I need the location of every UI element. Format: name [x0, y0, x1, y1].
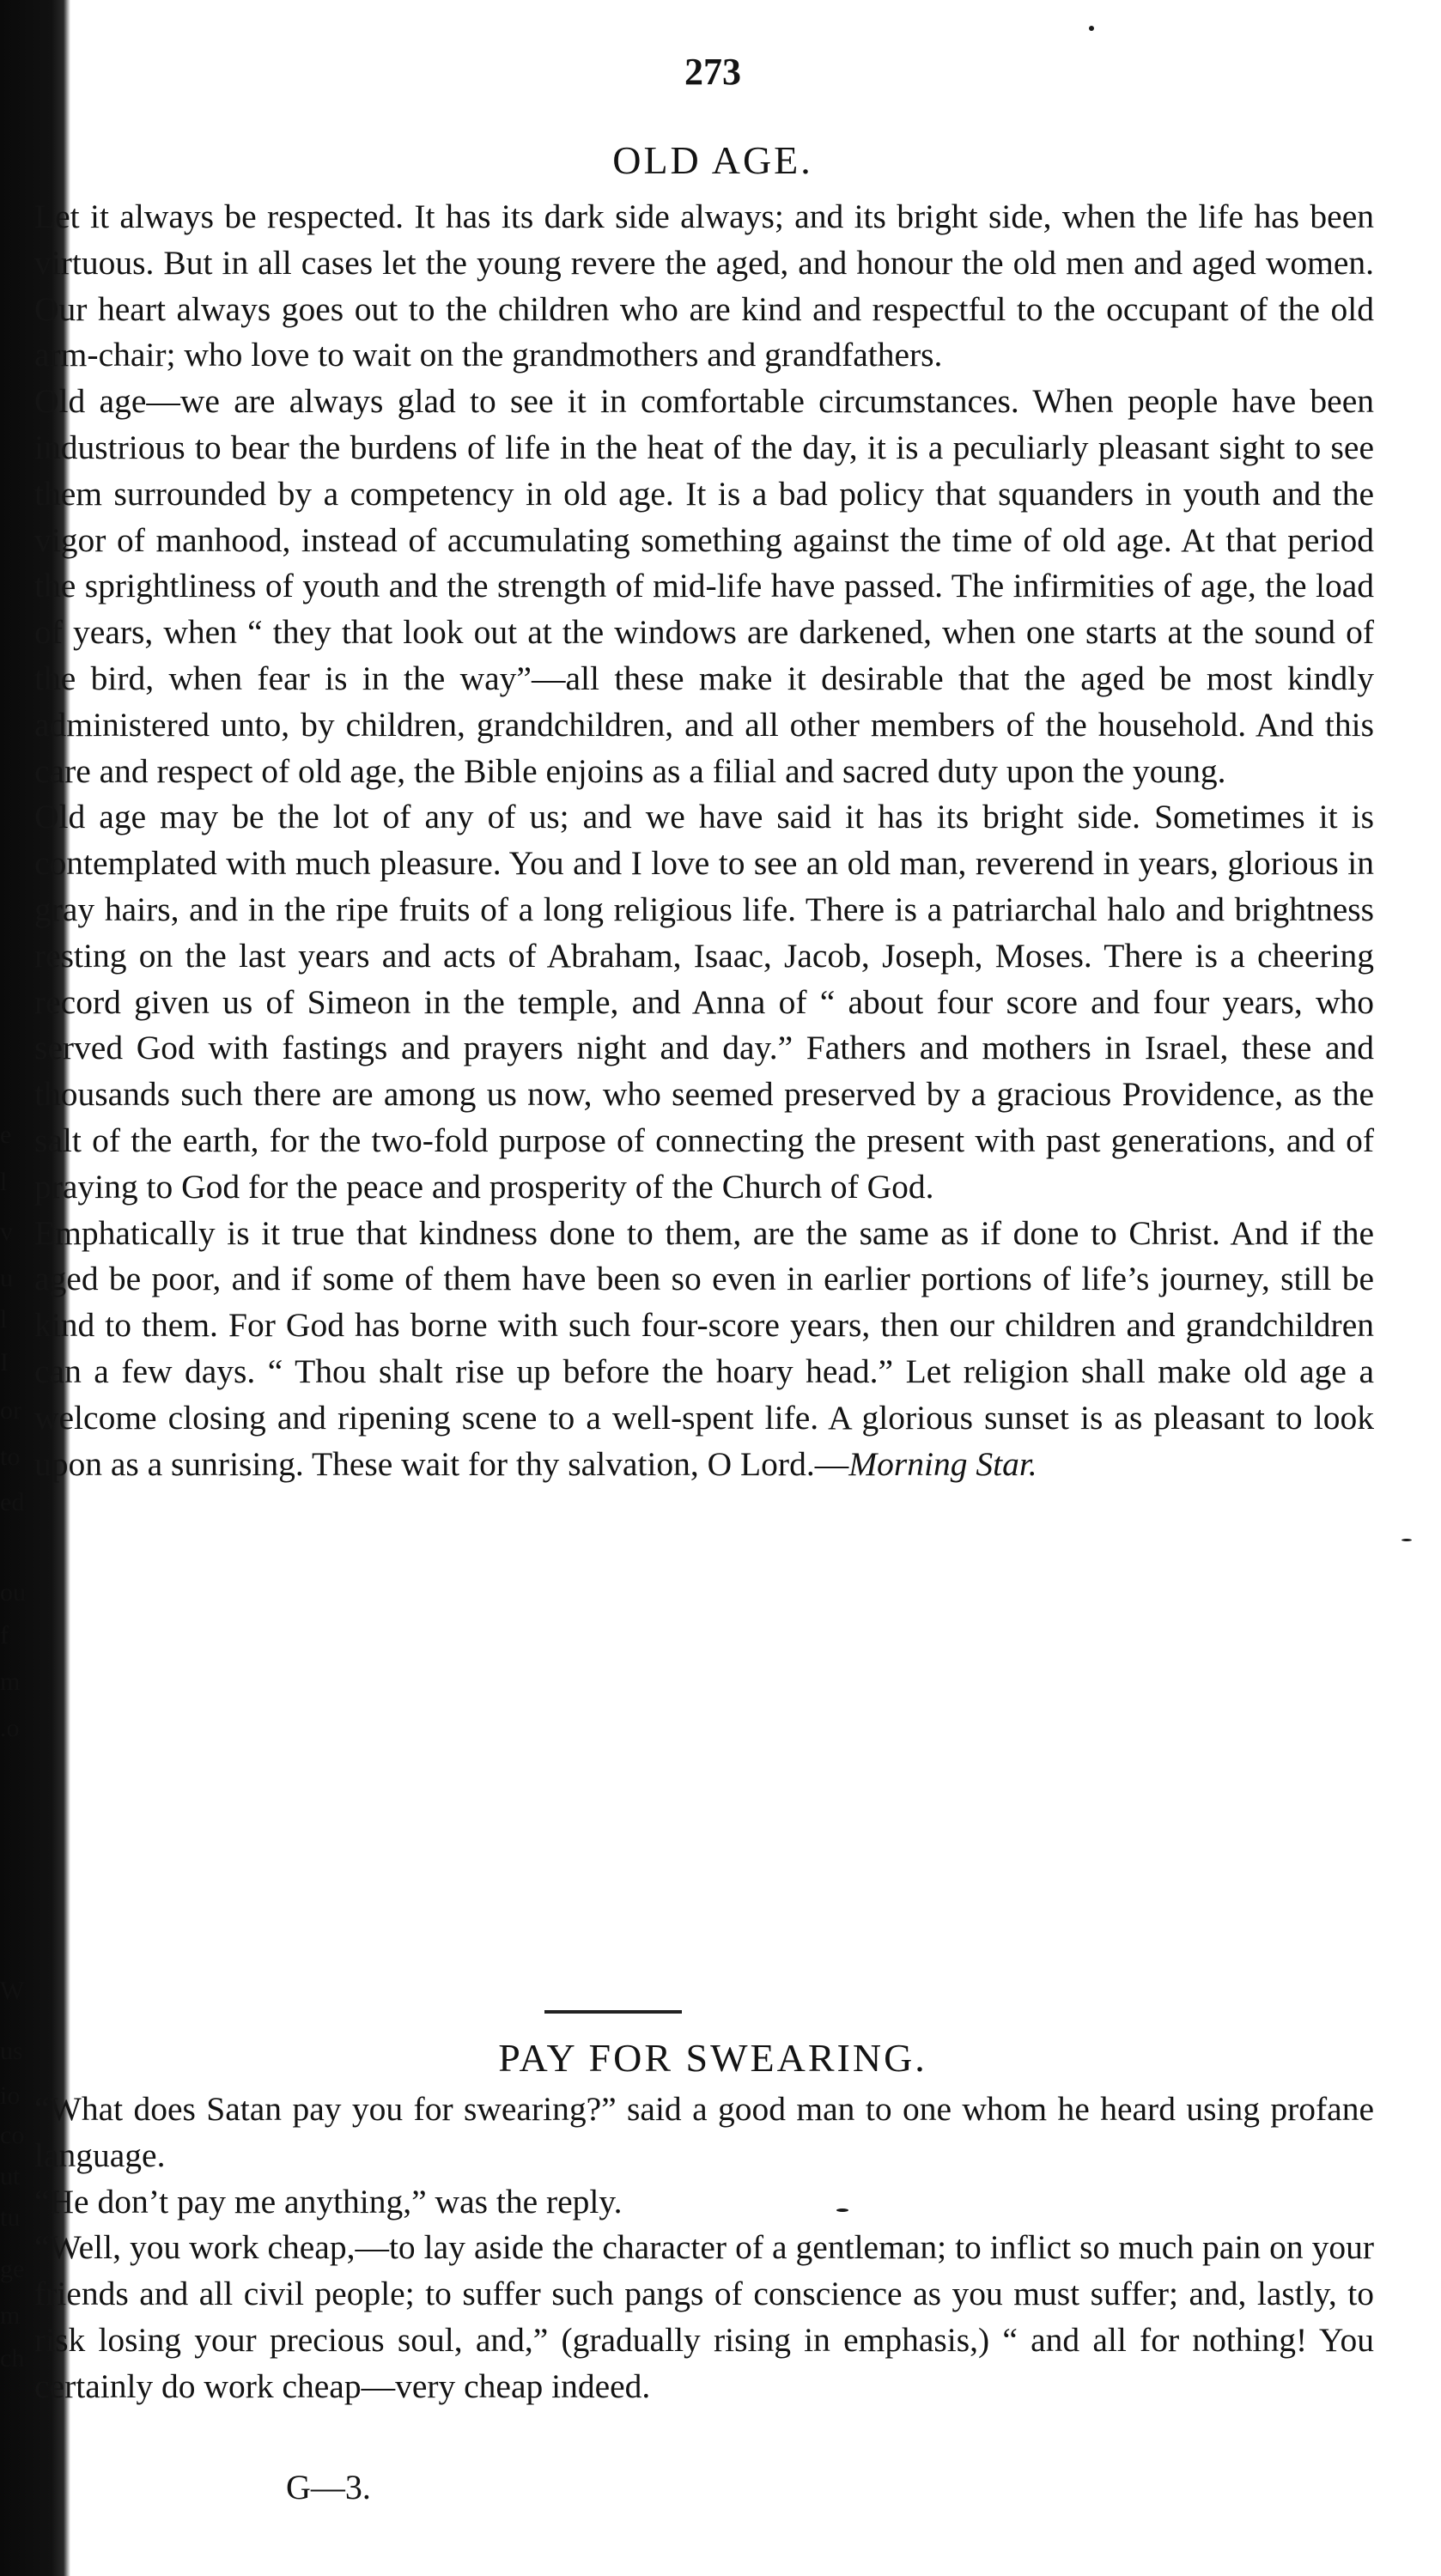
page-number: 273 [684, 51, 741, 93]
article-title-old-age: OLD AGE. [612, 138, 813, 182]
paragraph: Old age—we are always glad to see it in comfortable circumstances. When people have been industrious to bear the burdens of life in the heat of the day, it is a peculiarly pleasant sight to see them surrounded by a competency in old age. It is a bad policy that squanders in youth and the vigor of manhood, instead of accumulating something against the time of old age. At that period the sprightliness of youth and the strength of mid-life have passed. The infirmities of age, the load of years, when “ they that look out at the windows are darkened, when one starts at the sound of the bird, when fear is in the way”—all these make it desirable that the aged be most kindly administered unto, by children, grandchildren, and all other members of the household. And this care and respect of old age, the Bible enjoins as a filial and sacred duty upon the young. [34, 382, 1374, 790]
article-body-old-age [34, 194, 1374, 1487]
fragment: l [0, 1305, 8, 1334]
paragraph: “He don’t pay me anything,” was the reply. [34, 2182, 623, 2221]
speck [1089, 26, 1094, 31]
fragment: to [0, 1443, 21, 1471]
fragment: v [0, 1218, 13, 1246]
article-body-pay-for-swearing [34, 2087, 1374, 2410]
fragment: u [0, 1264, 13, 1292]
fragment: l [0, 1168, 8, 1196]
fragment: .o [0, 1714, 20, 1742]
paragraph-text: Emphatically is it true that kindness done to them, are the same as if done to Christ. And if the aged be poor, and if some of them have been so even in earlier portions of life’s journey, still be kind to them. For God has borne with such four-score years, then our children and grandchildren can a few days. “ Thou shalt rise up before the hoary head.” Let religion shall make old age a welcome closing and ripening scene to a well-spent life. A glorious sunset is as pleasant to look upon as a sunrising. These wait for thy salvation, O Lord.— [34, 1213, 1374, 1483]
fragment: io [0, 2081, 21, 2110]
fragment: I [0, 1348, 9, 1376]
speck [1401, 1539, 1412, 1541]
paragraph: Old age may be the lot of any of us; and we have said it has its bright side. Sometimes it is contemplated with much pleasure. You and I love to see an old man, reverend in years, glorious in gray hairs, and in the ripe fruits of a long religious life. There is a patriarchal halo and brightness resting on the last years and acts of Abraham, Isaac, Jacob, Joseph, Moses. There is a cheering record given us of Simeon in the temple, and Anna of “ about four score and four years, who served God with fastings and prayers night and day.” Fathers and mothers in Israel, these and thousands such there are among us now, who seemed preserved by a gracious Providence, as the salt of the earth, for the two-fold purpose of connecting the present with past generations, and of praying to God for the peace and prosperity of the Church of God. [34, 798, 1374, 1206]
paragraph: “What does Satan pay you for swearing?” said a good man to one whom he heard using profane language. [34, 2090, 1374, 2174]
fragment: W [0, 1977, 25, 2005]
section-divider [544, 2010, 682, 2014]
fragment: us [0, 2037, 23, 2065]
paragraph: “Well, you work cheap,—to lay aside the character of a gentleman; to inflict so much pain on your friends and all civil people; to suffer such pangs of conscience as you must suffer; and, lastly, to risk losing your precious soul, and,” (gradually rising in emphasis,) “ and all for nothing! You certainly do work cheap—very cheap indeed. [34, 2228, 1374, 2405]
paragraph [34, 1211, 1374, 1488]
fragment: co [0, 2121, 25, 2149]
article-title-pay-for-swearing: PAY FOR SWEARING. [498, 2036, 927, 2080]
fragment: ou [0, 1578, 26, 1607]
fragment: ch [0, 2344, 25, 2372]
fragment: ed [0, 1488, 25, 1516]
source-credit: Morning Star. [848, 1444, 1037, 1483]
fragment: ge [0, 2255, 25, 2283]
fragment: tu [0, 2203, 21, 2232]
fragment: m [0, 2301, 21, 2330]
fragment: or [0, 1396, 21, 1425]
fragment: e [0, 1121, 12, 1149]
fragment: m [0, 1668, 21, 1696]
adjacent-page-fragments [0, 0, 34, 2576]
fragment: f [0, 1621, 9, 1649]
author-signature: G—3. [286, 2468, 371, 2506]
paragraph: Let it always be respected. It has its dark side always; and its bright side, when the life has been virtuous. But in all cases let the young revere the aged, and honour the old men and aged women. Our heart always goes out to the children who are kind and respectful to the occupant of the old arm-chair; who love to wait on the grandmothers and grandfathers. [34, 197, 1374, 374]
fragment: ut [0, 2162, 21, 2190]
